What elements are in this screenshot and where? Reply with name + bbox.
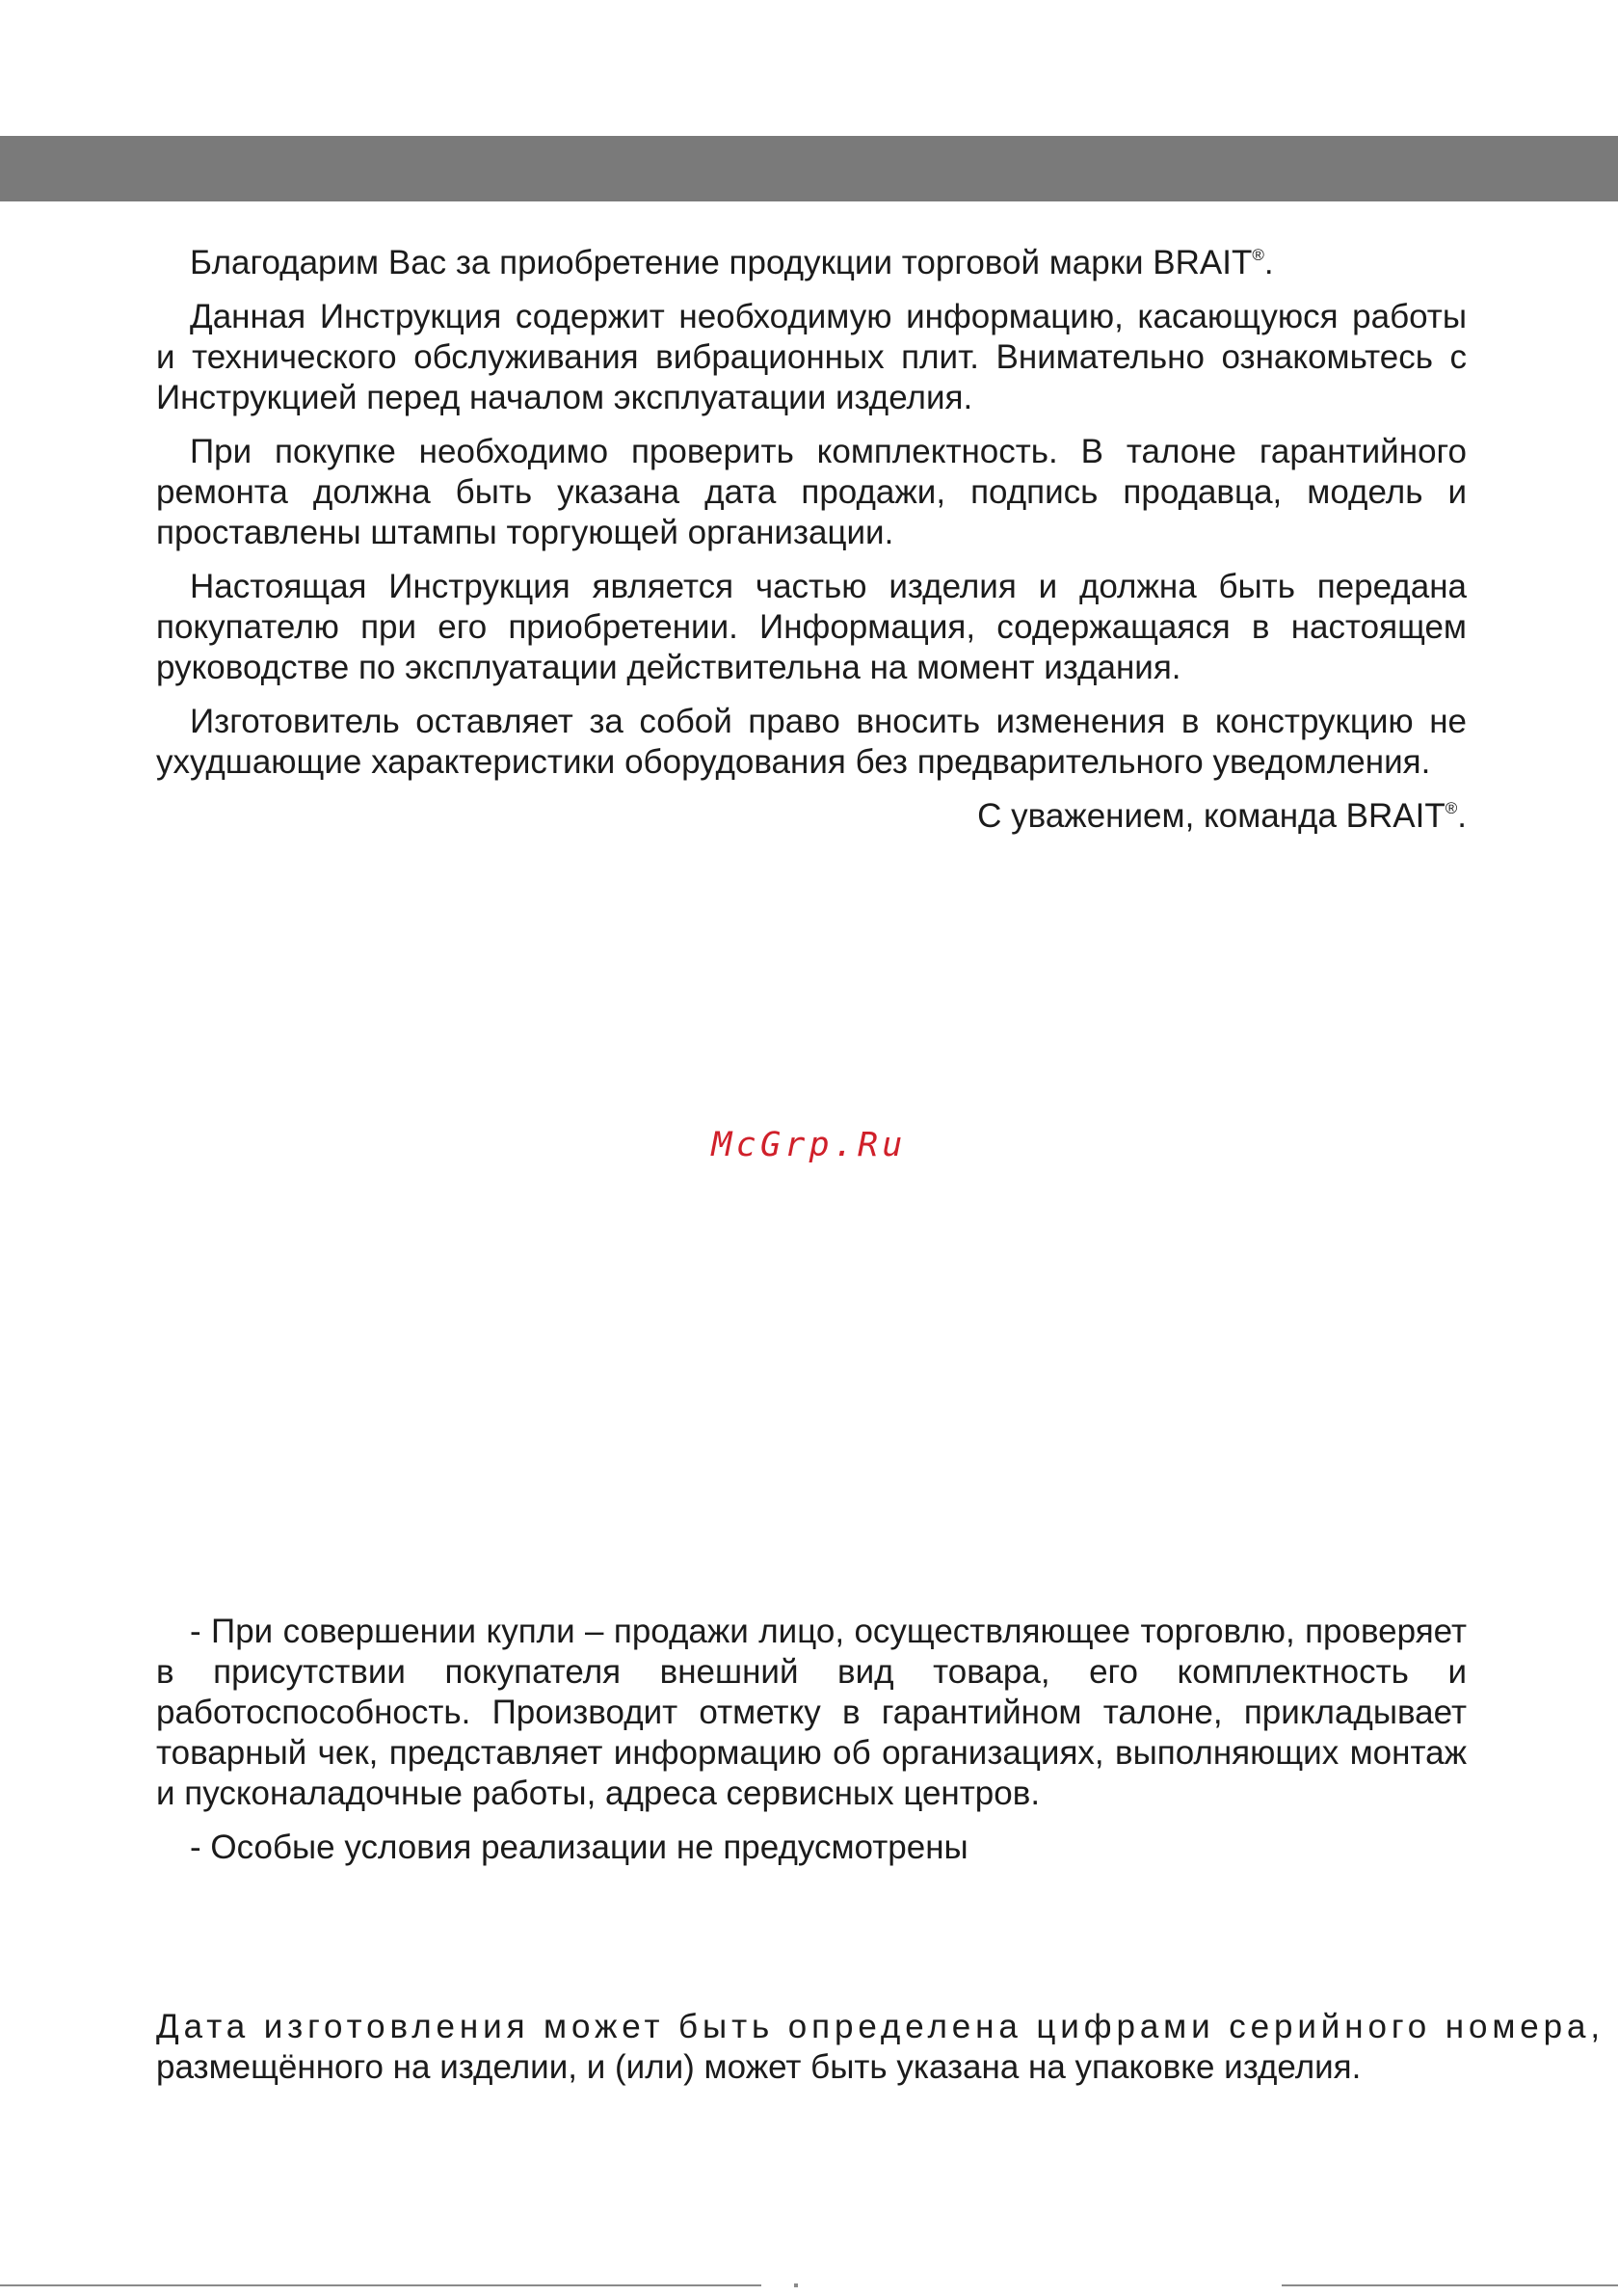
sales-section — [156, 1612, 1467, 1868]
greeting-text: Благодарим Вас за приобретение продукции торговой марки BRAIT — [190, 244, 1253, 281]
registered-mark: ® — [1252, 246, 1264, 264]
bottom-rule — [0, 2284, 761, 2286]
signature-registered-mark: ® — [1445, 799, 1458, 817]
intro-paragraph-3: Настоящая Инструкция является частью изделия и должна быть передана покупателю при его приобретении. Информация, содержащаяся в настоящем руководстве по эксплуатации действительна на момент издания. — [156, 568, 1467, 686]
signature-text: С уважением, команда BRAIT — [977, 797, 1446, 835]
sales-paragraph-2: - Особые условия реализации не предусмотрены — [190, 1829, 968, 1866]
manufacture-date-line-2: размещённого на изделии, и (или) может быть указана на упаковке изделия. — [156, 2048, 1362, 2086]
watermark: McGrp.Ru — [711, 1126, 907, 1164]
bottom-rule-right — [1282, 2284, 1618, 2286]
sales-paragraph-1: - При совершении купли – продажи лицо, осуществляющее торговлю, проверяет в присутствии покупателя внешний вид товара, его комплектность и работоспособность. Производит отметку в гарантийном талоне, прикладывает товарный чек, представляет информацию об организациях, выполняющих монтаж и пусконаладочные работы, адреса сервисных центров. — [156, 1613, 1467, 1812]
manufacture-date-section — [156, 2007, 1605, 2088]
manufacture-date-line-1: Дата изготовления может быть определена цифрами серийного номера, — [156, 2008, 1605, 2045]
intro-section — [156, 243, 1467, 837]
intro-paragraph-4: Изготовитель оставляет за собой право вносить изменения в конструкцию не ухудшающие характеристики оборудования без предварительного уведомления. — [156, 703, 1467, 781]
greeting-period: . — [1263, 244, 1274, 281]
intro-paragraph-1: Данная Инструкция содержит необходимую информацию, касающуюся работы и технического обслуживания вибрационных плит. Внимательно ознакомьтесь с Инструкцией перед началом эксплуатации изделия. — [156, 298, 1467, 416]
signature-line — [156, 796, 1467, 837]
signature-period: . — [1457, 797, 1467, 835]
greeting-line — [156, 243, 1467, 283]
header-bar — [0, 136, 1618, 201]
intro-paragraph-2: При покупке необходимо проверить комплектность. В талоне гарантийного ремонта должна быть указана дата продажи, подпись продавца, модель и проставлены штампы торгующей организации. — [156, 433, 1467, 551]
bottom-rule-dot — [794, 2283, 798, 2287]
